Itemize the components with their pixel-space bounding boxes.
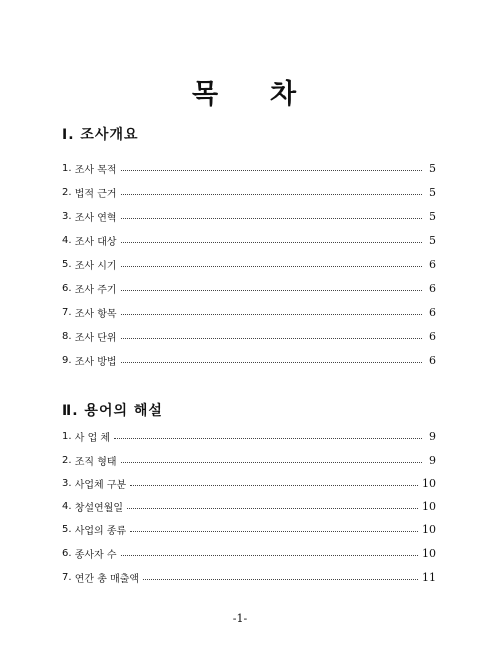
entry-number: 9. [62,354,75,366]
dot-leader [121,289,422,291]
toc-entry[interactable] [62,328,436,344]
entry-page: 5 [429,233,436,247]
entry-page: 5 [429,209,436,223]
entry-page: 6 [429,257,436,271]
entry-number: 2. [62,186,75,198]
entry-number: 5. [62,258,75,270]
entry-page: 9 [429,453,436,467]
toc-entry[interactable] [62,545,436,561]
entry-page: 10 [422,499,436,513]
entry-label: 사업체 구분 [74,479,127,491]
entry-label: 사 업 체 [74,432,111,444]
dot-leader [121,337,422,339]
dot-leader [127,507,418,509]
title-char-2: 차 [270,79,297,110]
entry-label: 조사 목적 [74,164,117,176]
entry-page: 6 [429,329,436,343]
entry-number: 7. [62,571,75,583]
dot-leader [121,241,422,243]
toc-entry[interactable] [62,280,436,296]
toc-entry[interactable] [62,498,436,514]
entry-number: 6. [62,282,75,294]
dot-leader [121,361,422,363]
page-title [0,72,480,110]
entry-label: 법적 근거 [74,188,117,200]
entry-label: 조사 방법 [74,356,117,368]
entry-number: 1. [62,162,75,174]
toc-entry[interactable] [62,428,436,444]
entry-number: 3. [62,477,75,489]
entry-page: 5 [429,185,436,199]
toc-entry[interactable] [62,569,436,585]
entry-number: 5. [62,523,75,535]
entry-number: 2. [62,454,75,466]
entry-number: 4. [62,500,75,512]
entry-page: 6 [429,305,436,319]
dot-leader [121,313,422,315]
dot-leader [121,554,418,556]
section-heading-1: Ⅰ. 조사개요 [62,127,139,143]
entry-label: 창설연월일 [74,502,124,514]
dot-leader [121,193,422,195]
section-heading-2: Ⅱ. 용어의 해설 [62,403,163,419]
entry-label: 조사 단위 [74,332,117,344]
entry-label: 조사 항목 [74,308,117,320]
entry-label: 조직 형태 [74,456,117,468]
toc-entry[interactable] [62,475,436,491]
entry-page: 10 [422,522,436,536]
entry-label: 종사자 수 [74,549,117,561]
entry-page: 11 [422,570,436,584]
toc-entry[interactable] [62,256,436,272]
entry-label: 연간 총 매출액 [74,573,140,585]
entry-label: 조사 시기 [74,260,117,272]
dot-leader [121,217,422,219]
dot-leader [143,578,418,580]
page-number-footer: -1- [232,612,248,625]
entry-label: 조사 주기 [74,284,117,296]
entry-number: 1. [62,430,75,442]
toc-entry[interactable] [62,160,436,176]
entry-page: 6 [429,281,436,295]
toc-entry[interactable] [62,352,436,368]
toc-entry[interactable] [62,452,436,468]
entry-label: 조사 연혁 [74,212,117,224]
toc-entry[interactable] [62,208,436,224]
dot-leader [121,169,422,171]
dot-leader [130,530,418,532]
entry-page: 10 [422,476,436,490]
toc-entry[interactable] [62,232,436,248]
dot-leader [114,437,422,439]
entry-page: 9 [429,429,436,443]
dot-leader [121,265,422,267]
entry-number: 7. [62,306,75,318]
entry-label: 사업의 종류 [74,525,127,537]
title-char-1: 목 [192,79,219,110]
entry-number: 4. [62,234,75,246]
entry-number: 3. [62,210,75,222]
entry-number: 8. [62,330,75,342]
dot-leader [130,484,418,486]
entry-page: 5 [429,161,436,175]
entry-page: 6 [429,353,436,367]
toc-entry[interactable] [62,304,436,320]
toc-entry[interactable] [62,521,436,537]
entry-page: 10 [422,546,436,560]
toc-entry[interactable] [62,184,436,200]
dot-leader [121,461,422,463]
entry-label: 조사 대상 [74,236,117,248]
entry-number: 6. [62,547,75,559]
